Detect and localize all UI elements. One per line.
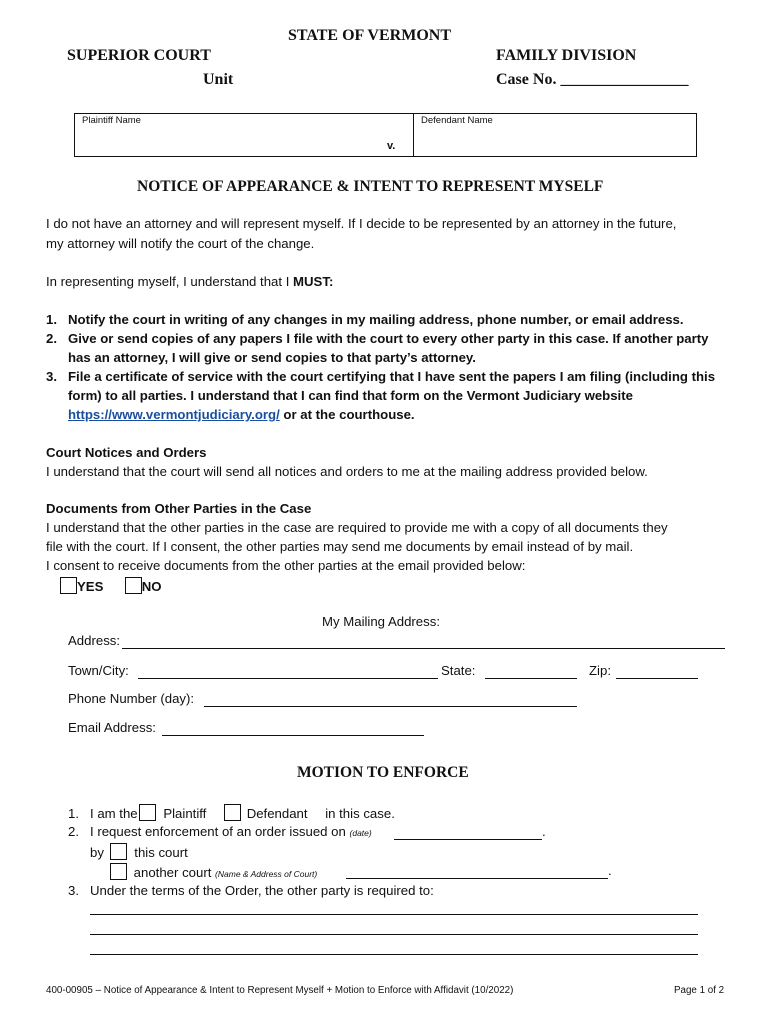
issuing-court-option-1 (90, 843, 188, 860)
duty-item-3-suffix: or at the courthouse. (279, 407, 415, 422)
date-hint: (date) (349, 828, 372, 838)
motion-item-2: 2. I request enforcement of an order issued on (date) (68, 824, 372, 839)
versus-label: v. (387, 140, 396, 152)
motion-item-1: 1. I am the Plaintiff Defendant in this case. (68, 806, 395, 821)
this-court-label: this court (134, 845, 188, 860)
duty-item-2-cont: has an attorney, I will give or send copies to that party’s attorney. (68, 350, 476, 365)
page-number: Page 1 of 2 (674, 985, 725, 996)
duty-item-3: 3. File a certificate of service with the court certifying that I have sent the papers I am filing (including this (46, 369, 716, 384)
issuing-court-option-2 (110, 863, 317, 880)
consent-yes-label: YES (77, 579, 104, 594)
intro-line-2: my attorney will notify the court of the change. (46, 236, 315, 251)
address-label: Address: (68, 633, 121, 648)
this-court-checkbox[interactable] (110, 843, 127, 860)
order-terms-line-3[interactable] (90, 954, 698, 955)
town-input[interactable] (138, 678, 438, 679)
documents-line-1: I understand that the other parties in the case are required to provide me with a copy of all documents they (46, 520, 668, 535)
judiciary-website-link[interactable]: https://www.vermontjudiciary.org/ (68, 407, 280, 422)
documents-line-2: file with the court. If I consent, the other parties may send me documents by email instead of by mail. (46, 539, 634, 554)
consent-yes-checkbox[interactable] (60, 577, 77, 594)
order-terms-line-2[interactable] (90, 934, 698, 935)
case-number-field[interactable]: Case No. ________________ (496, 71, 689, 88)
unit-label: Unit (203, 71, 234, 88)
understand-prefix: In representing myself, I understand that I (46, 274, 294, 289)
another-court-checkbox[interactable] (110, 863, 127, 880)
court-notices-text: I understand that the court will send all notices and orders to me at the mailing address provided below. (46, 464, 648, 479)
duty-item-1-text: Notify the court in writing of any changes in my mailing address, phone number, or email address. (68, 312, 684, 327)
plaintiff-checkbox[interactable] (139, 804, 156, 821)
defendant-checkbox[interactable] (224, 804, 241, 821)
date-period: . (542, 824, 546, 839)
party-names-box (74, 113, 697, 157)
phone-label: Phone Number (day): (68, 691, 195, 706)
by-label: by (90, 845, 104, 860)
court-notices-heading: Court Notices and Orders (46, 445, 207, 460)
another-court-label: another court (133, 865, 216, 880)
defendant-name-label: Defendant Name (421, 115, 493, 126)
state-title: STATE OF VERMONT (288, 27, 451, 44)
motion-item-2-prefix: I request enforcement of an order issued on (90, 824, 350, 839)
court-name: SUPERIOR COURT (67, 47, 211, 64)
phone-input[interactable] (204, 706, 577, 707)
consent-no-checkbox[interactable] (125, 577, 142, 594)
plaintiff-name-label: Plaintiff Name (82, 115, 141, 126)
motion-item-3-text: Under the terms of the Order, the other party is required to: (90, 883, 434, 898)
email-label: Email Address: (68, 720, 156, 735)
motion-title: MOTION TO ENFORCE (297, 764, 469, 781)
another-court-period: . (608, 863, 612, 878)
notice-title: NOTICE OF APPEARANCE & INTENT TO REPRESENT MYSELF (137, 178, 604, 195)
state-input[interactable] (485, 678, 577, 679)
another-court-hint: (Name & Address of Court) (215, 869, 318, 879)
state-label: State: (441, 663, 476, 678)
duty-item-3-cont: form) to all parties. I understand that I can find that form on the Vermont Judiciary website (68, 388, 633, 403)
another-court-input[interactable] (346, 878, 608, 879)
town-label: Town/City: (68, 663, 129, 678)
zip-input[interactable] (616, 678, 698, 679)
defendant-option-label: Defendant (246, 806, 308, 821)
plaintiff-option-label: Plaintiff (163, 806, 207, 821)
motion-item-1-suffix: in this case. (325, 806, 395, 821)
mailing-address-heading: My Mailing Address: (322, 614, 440, 629)
duty-item-3-link-line (68, 407, 415, 422)
motion-item-3: 3. Under the terms of the Order, the other party is required to: (68, 883, 434, 898)
documents-line-3: I consent to receive documents from the other parties at the email provided below: (46, 558, 526, 573)
division-name: FAMILY DIVISION (496, 47, 637, 64)
understand-must: MUST: (293, 274, 334, 289)
consent-options (60, 577, 162, 594)
party-divider (413, 114, 414, 156)
order-terms-line-1[interactable] (90, 914, 698, 915)
address-input[interactable] (122, 648, 725, 649)
email-input[interactable] (162, 735, 424, 736)
duty-item-1: 1. Notify the court in writing of any changes in my mailing address, phone number, or email address. (46, 312, 684, 327)
motion-item-1-prefix: I am the (90, 806, 138, 821)
zip-label: Zip: (589, 663, 611, 678)
order-date-input[interactable] (394, 839, 542, 840)
documents-heading: Documents from Other Parties in the Case (46, 501, 312, 516)
intro-line-1: I do not have an attorney and will represent myself. If I decide to be represented by an attorney in the future, (46, 216, 677, 231)
form-identifier: 400-00905 – Notice of Appearance & Intent to Represent Myself + Motion to Enforce with Affidavit (10/2022) (46, 985, 514, 996)
duty-item-2: 2. Give or send copies of any papers I file with the court to every other party in this case. If another party (46, 331, 709, 346)
duty-item-2-text: Give or send copies of any papers I file with the court to every other party in this case. If another party (68, 331, 709, 346)
understand-statement (46, 274, 333, 289)
duty-item-3-text: File a certificate of service with the court certifying that I have sent the papers I am filing (including this (68, 369, 716, 384)
consent-no-label: NO (141, 579, 162, 594)
